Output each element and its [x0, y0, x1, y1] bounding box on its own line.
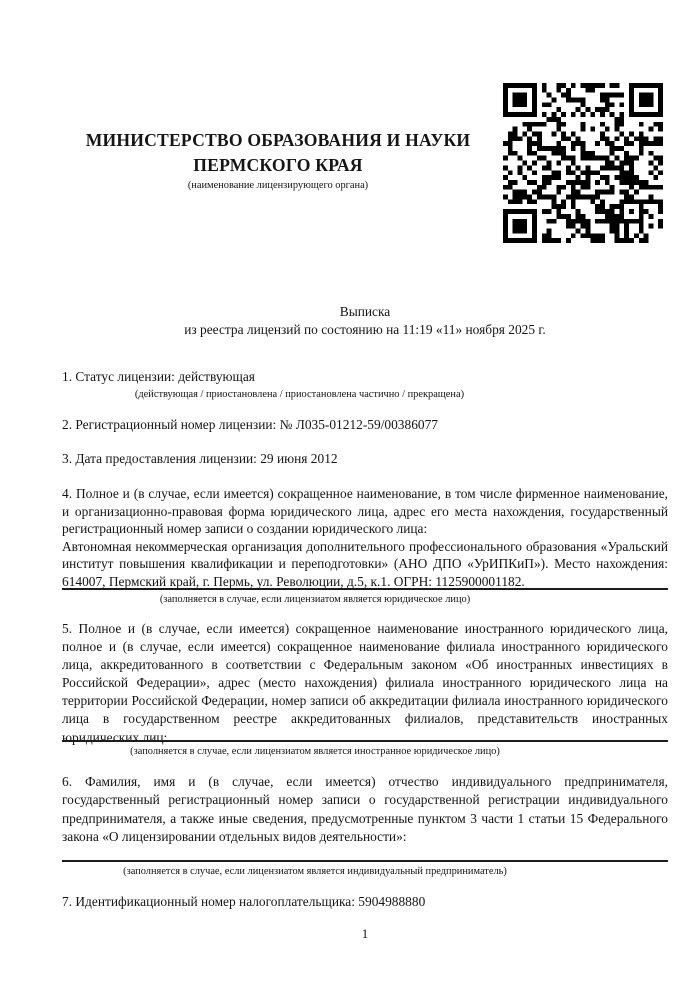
- page-number: 1: [361, 926, 369, 941]
- ministry-name-line2: ПЕРМСКОГО КРАЯ: [193, 155, 363, 175]
- qr-code: [503, 83, 663, 243]
- item-5-foreign-entity-label: 5. Полное и (в случае, если имеется) сокращенное наименование иностранного юридического лица, полное и (в случае, если имеется) сокращенное наименование филиала иностранного юридического лица, аккредитованного в соответствии с Федеральным законом «Об иностранных инвестициях в Российской Федерации», адрес (место нахождения) филиала иностранного юридического лица на территории Российской Федерации, номер записи об аккредитации филиала иностранного юридического лица в государственном реестре аккредитованных филиалов, представительств иностранных юридических лиц:: [62, 621, 668, 745]
- item-6-caption: (заполняется в случае, если лицензиатом является индивидуальный предприниматель): [123, 866, 507, 877]
- item-7-taxpayer-number: 7. Идентификационный номер налогоплательщика: 5904988880: [62, 894, 426, 909]
- item-4-separator-line: [62, 588, 668, 590]
- item-2-registration-number: 2. Регистрационный номер лицензии: № Л035-01212-59/00386077: [62, 417, 438, 432]
- ministry-name-line1: МИНИСТЕРСТВО ОБРАЗОВАНИЯ И НАУКИ: [85, 130, 471, 150]
- ministry-header: [58, 128, 498, 193]
- item-3-grant-date: 3. Дата предоставления лицензии: 29 июня 2012: [62, 451, 338, 466]
- item-1-license-status: 1. Статус лицензии: действующая: [62, 369, 255, 384]
- item-4-legal-entity: [62, 485, 668, 591]
- item-6-entrepreneur-label: 6. Фамилия, имя и (в случае, если имеется) отчество индивидуального предпринимателя, государственный регистрационный номер записи о государственной регистрации индивидуального предпринимателя, а также иные сведения, предусмотренные пунктом 3 части 1 статьи 15 Федерального закона «О лицензировании отдельных видов деятельности»:: [62, 774, 668, 845]
- item-4-value: Автономная некоммерческая организация дополнительного профессионального образования «Уральский институт повышения квалификации и переподготовки» (АНО ДПО «УрИПКиП»). Место нахождения: 614007, Пермский край, г. Пермь, ул. Революции, д.5, к.1. ОГРН: 1125900001182.: [62, 538, 668, 589]
- item-6-separator-line: [62, 860, 668, 862]
- document-subtitle: из реестра лицензий по состоянию на 11:19 «11» ноября 2025 г.: [184, 322, 546, 338]
- item-4-caption: (заполняется в случае, если лицензиатом является юридическое лицо): [159, 594, 471, 605]
- item-4-label: 4. Полное и (в случае, если имеется) сокращенное наименование, в том числе фирменное наименование, и организационно-правовая форма юридического лица, адрес его места нахождения, государственный регистрационный номер записи о создании юридического лица:: [62, 486, 668, 537]
- ministry-caption: (наименование лицензирующего органа): [187, 180, 369, 191]
- document-title: Выписка: [339, 304, 391, 319]
- document-title-block: [62, 303, 668, 339]
- item-1-caption: (действующая / приостановлена / приостановлена частично / прекращена): [134, 389, 465, 400]
- item-5-caption: (заполняется в случае, если лицензиатом является иностранное юридическое лицо): [130, 746, 500, 757]
- item-5-separator-line: [62, 740, 668, 742]
